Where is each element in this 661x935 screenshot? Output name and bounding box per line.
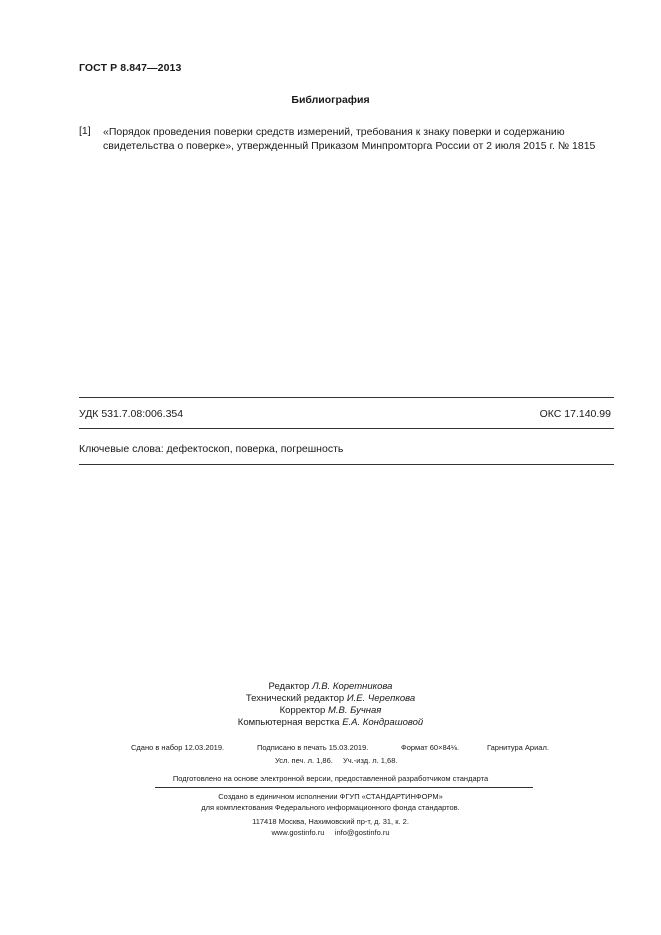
publisher-line-2: для комплектования Федерального информационного фонда стандартов. bbox=[201, 803, 460, 812]
print-font: Гарнитура Ариал. bbox=[487, 743, 549, 752]
credit-tech-editor bbox=[0, 693, 661, 706]
credit-layout-role: Компьютерная верстка bbox=[237, 717, 340, 728]
credit-editor bbox=[0, 681, 661, 694]
oks-code: ОКС 17.140.99 bbox=[539, 408, 611, 420]
publisher-contacts bbox=[0, 827, 661, 838]
credit-tech-role: Технический редактор bbox=[245, 693, 345, 704]
print-signed: Подписано в печать 15.03.2019. bbox=[257, 743, 369, 752]
credit-layout-name: Е.А. Кондрашовой bbox=[342, 717, 424, 728]
document-id: ГОСТ Р 8.847—2013 bbox=[79, 62, 182, 74]
credit-layout bbox=[0, 717, 661, 730]
bibliography-entry-number: [1] bbox=[79, 125, 91, 137]
print-sent: Сдано в набор 12.03.2019. bbox=[131, 743, 225, 752]
bibliography-entry-text: «Порядок проведения поверки средств измерений, требования к знаку поверки и содержанию свидетельства о поверке», утвержденный Приказом Минпромторга России от 2 июля 2015 г. № 1815 bbox=[103, 126, 596, 152]
udk-code: УДК 531.7.08:006.354 bbox=[79, 408, 184, 420]
keywords: Ключевые слова: дефектоскоп, поверка, погрешность bbox=[79, 443, 344, 455]
publisher-site[interactable]: www.gostinfo.ru bbox=[271, 828, 325, 837]
credit-corrector bbox=[0, 705, 661, 718]
credit-editor-role: Редактор bbox=[268, 681, 310, 692]
divider-publisher bbox=[155, 787, 533, 788]
publisher-address: 117418 Москва, Нахимовский пр-т, д. 31, к. 2. bbox=[252, 817, 409, 826]
publisher-email[interactable]: info@gostinfo.ru bbox=[334, 828, 390, 837]
prepared-note: Подготовлено на основе электронной версии, предоставленной разработчиком стандарта bbox=[172, 774, 489, 783]
credit-corrector-role: Корректор bbox=[279, 705, 326, 716]
publisher-line-1: Создано в единичном исполнении ФГУП «СТАНДАРТИНФОРМ» bbox=[218, 792, 443, 801]
divider-top bbox=[79, 397, 614, 398]
print-format: Формат 60×84⅛. bbox=[401, 743, 460, 752]
credit-editor-name: Л.В. Коретникова bbox=[312, 681, 393, 692]
bibliography-title: Библиография bbox=[291, 94, 370, 106]
credit-tech-name: И.Е. Черепкова bbox=[346, 693, 416, 704]
print-uch: Уч.-изд. л. 1,68. bbox=[343, 756, 398, 765]
divider-middle bbox=[79, 428, 614, 429]
print-usl: Усл. печ. л. 1,86. bbox=[275, 756, 333, 765]
divider-bottom bbox=[79, 464, 614, 465]
credit-corrector-name: М.В. Бучная bbox=[327, 705, 382, 716]
